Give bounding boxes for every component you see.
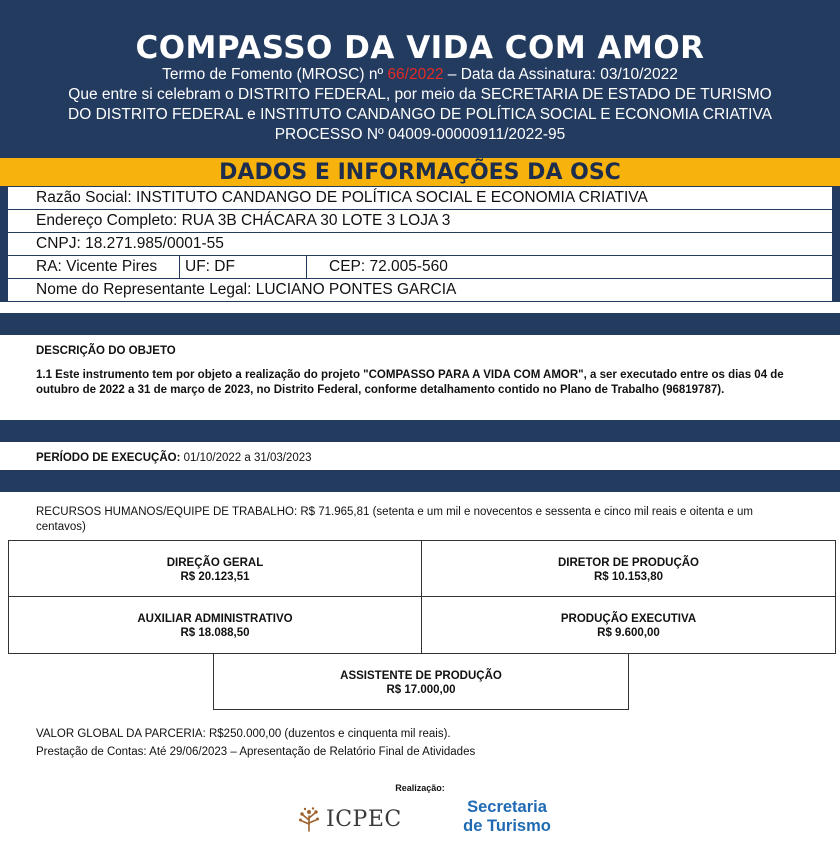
osc-info-table (0, 186, 840, 302)
divider-band (0, 420, 840, 442)
tree-icon (296, 806, 322, 832)
recursos-text: RECURSOS HUMANOS/EQUIPE DE TRABALHO: R$ 71.965,81 (setenta e um mil e novecentos e sessenta e cinco mil reais e oitenta e um centavos) (36, 506, 753, 533)
periodo-value: 01/10/2022 a 31/03/2023 (180, 452, 312, 464)
razao-social: Razão Social: INSTITUTO CANDANGO DE POLÍTICA SOCIAL E ECONOMIA CRIATIVA (8, 186, 832, 210)
location-row (8, 256, 832, 279)
icpec-logo (296, 806, 402, 832)
header-banner (0, 0, 840, 158)
page-title: COMPASSO DA VIDA COM AMOR (135, 30, 705, 66)
secretaria-logo-line1: Secretaria (467, 798, 547, 816)
valor-global: VALOR GLOBAL DA PARCERIA: R$250.000,00 (duzentos e cinquenta mil reais). (36, 728, 451, 740)
resource-cell (9, 597, 422, 653)
parties-line-2: DO DISTRITO FEDERAL e INSTITUTO CANDANGO DE POLÍTICA SOCIAL E ECONOMIA CRIATIVA (68, 106, 772, 123)
objeto-heading: DESCRIÇÃO DO OBJETO (36, 345, 176, 357)
term-number: 66/2022 (387, 66, 444, 83)
resource-value: R$ 9.600,00 (597, 627, 660, 639)
resource-value: R$ 18.088,50 (180, 627, 250, 639)
cnpj: CNPJ: 18.271.985/0001-55 (8, 233, 832, 256)
ra: RA: Vicente Pires (8, 256, 180, 278)
periodo-label: PERÍODO DE EXECUÇÃO: (36, 452, 181, 464)
section-title-bar (0, 158, 840, 186)
secretaria-logo-line2: de Turismo (463, 817, 551, 835)
resource-role: AUXILIAR ADMINISTRATIVO (137, 613, 293, 625)
secretaria-turismo-logo (462, 798, 552, 836)
resource-cell (422, 541, 835, 597)
resource-role: DIRETOR DE PRODUÇÃO (558, 557, 699, 569)
resource-value: R$ 10.153,80 (593, 571, 664, 583)
resource-role: DIREÇÃO GERAL (166, 557, 264, 569)
resource-value: R$ 17.000,00 (386, 684, 456, 696)
uf: UF: DF (180, 256, 307, 278)
process-number: PROCESSO Nº 04009-00000911/2022-95 (274, 126, 566, 143)
cep: CEP: 72.005-560 (329, 258, 448, 275)
resource-cell (213, 654, 629, 710)
objeto-text: 1.1 Este instrumento tem por objeto a realização do projeto "COMPASSO PARA A VIDA COM AMOR", a ser executado entre os dias 04 de outubro de 2022 a 31 de março de 2023, no Distrito Federal, conforme detalhamento contido no Plano de Trabalho (96819787). (36, 369, 784, 396)
term-prefix: Termo de Fomento (MROSC) nº (162, 66, 388, 83)
term-line (0, 66, 840, 84)
divider-band (0, 313, 840, 335)
parties-line-1: Que entre si celebram o DISTRITO FEDERAL, por meio da SECRETARIA DE ESTADO DE TURISMO (68, 86, 772, 103)
resource-value: R$ 20.123,51 (180, 571, 250, 583)
resource-role: ASSISTENTE DE PRODUÇÃO (340, 670, 502, 682)
resource-role: PRODUÇÃO EXECUTIVA (560, 613, 697, 625)
realizacao-label: Realização: (395, 783, 445, 793)
section-title: DADOS E INFORMAÇÕES DA OSC (219, 160, 621, 185)
representante-legal: Nome do Representante Legal: LUCIANO PONTES GARCIA (8, 279, 832, 302)
divider-band (0, 470, 840, 492)
periodo-execucao (36, 451, 804, 466)
resources-table (8, 540, 836, 654)
resource-cell (422, 597, 835, 653)
term-suffix: – Data da Assinatura: 03/10/2022 (443, 66, 678, 83)
prestacao-contas: Prestação de Contas: Até 29/06/2023 – Apresentação de Relatório Final de Atividades (36, 746, 476, 758)
endereco: Endereço Completo: RUA 3B CHÁCARA 30 LOTE 3 LOJA 3 (8, 210, 832, 233)
icpec-logo-text: ICPEC (326, 806, 402, 832)
resource-cell (9, 541, 422, 597)
